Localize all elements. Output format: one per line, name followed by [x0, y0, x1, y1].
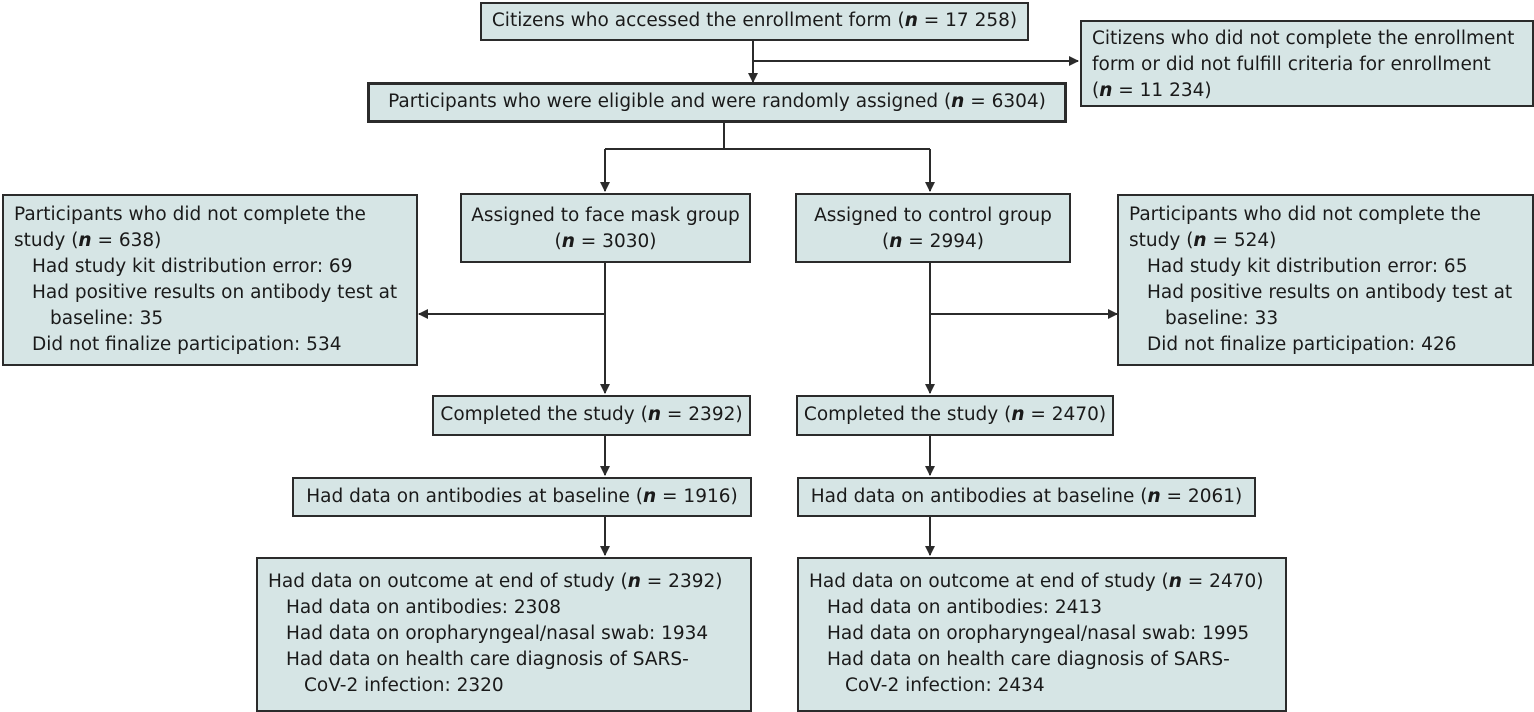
randomized-box: Participants who were eligible and were randomly assigned (n = 6304) [367, 82, 1067, 123]
mask-completed-box: Completed the study (n = 2392) [432, 395, 751, 436]
control-outcome-box: Had data on outcome at end of study (n = 2470) Had data on antibodies: 2413 Had data on oropharyngeal/nasal swab: 1995 Had data on health care diagnosis of SARS- CoV-2 infection: 2434 [797, 557, 1287, 712]
control-baseline-box: Had data on antibodies at baseline (n = 2061) [797, 477, 1256, 517]
control-completed-box: Completed the study (n = 2470) [796, 395, 1114, 436]
mask-dropout-box: Participants who did not complete the study (n = 638) Had study kit distribution error: 69 Had positive results on antibody test at baseline: 35 Did not finalize participation: 534 [2, 194, 418, 366]
excluded-box: Citizens who did not complete the enrollment form or did not fulfill criteria for enrollment (n = 11 234) [1080, 20, 1534, 107]
mask-baseline-box: Had data on antibodies at baseline (n = 1916) [292, 477, 752, 517]
enrollment-box: Citizens who accessed the enrollment form (n = 17 258) [480, 2, 1029, 41]
control-group-box: Assigned to control group (n = 2994) [795, 193, 1071, 263]
control-dropout-box: Participants who did not complete the study (n = 524) Had study kit distribution error: 65 Had positive results on antibody test at baseline: 33 Did not finalize participation: 426 [1117, 194, 1534, 366]
mask-outcome-box: Had data on outcome at end of study (n = 2392) Had data on antibodies: 2308 Had data on oropharyngeal/nasal swab: 1934 Had data on health care diagnosis of SARS- CoV-2 infection: 2320 [256, 557, 752, 712]
enrollment-label: Citizens who accessed the enrollment form ( [491, 10, 905, 31]
mask-group-box: Assigned to face mask group (n = 3030) [460, 193, 751, 263]
